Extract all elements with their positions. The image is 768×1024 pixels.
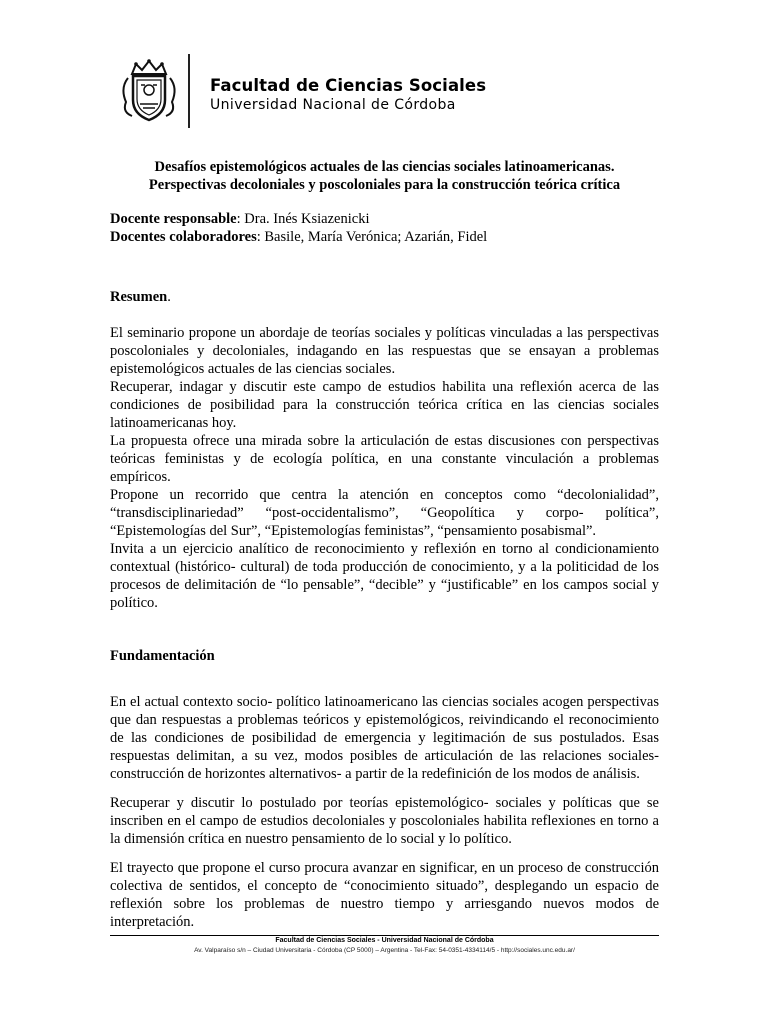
title-line-2: Perspectivas decoloniales y poscoloniales para la construcción teórica crítica <box>148 177 621 193</box>
faculty-name: Facultad de Ciencias Sociales <box>210 76 487 95</box>
lead-teacher-label: Docente responsable <box>110 211 237 227</box>
collaborating-teachers-value: : Basile, María Verónica; Azarián, Fidel <box>256 229 488 245</box>
fundamentacion-paragraph: Recuperar y discutir lo postulado por teorías epistemológico- sociales y políticas que se inscriben en el campo de estudios decoloniales y poscoloniales habilita reflexiones en torno a la dimensión crítica en nuestro pensamiento de lo social y lo político. <box>110 795 659 847</box>
staff-block <box>110 210 659 246</box>
fundamentacion-paragraph: En el actual contexto socio- político latinoamericano las ciencias sociales acogen perspectivas que dan respuestas a problemas teóricos y epistemológicos, reivindicando el reconocimiento de las condiciones de posibilidad de emergencia y legitimación de sus postulados. Esas respuestas delimitan, a su vez, modos posibles de articulación de las relaciones sociales- construcción de horizontes alternativos- a partir de la redefinición de los modos de análisis. <box>110 694 659 782</box>
resumen-paragraph: Invita a un ejercicio analítico de reconocimiento y reflexión en torno al condicionamiento contextual (histórico- cultural) de toda producción de conocimiento, y a la politicidad de los procesos de delimitación de “lo pensable”, “decible” y “justificable” en los campos social y político. <box>110 541 659 611</box>
document-title <box>110 158 659 194</box>
university-seal-icon <box>118 58 180 124</box>
resumen-heading-text: Resumen <box>110 289 168 305</box>
resumen-heading <box>110 288 659 306</box>
collaborating-teachers-label: Docentes colaboradores <box>110 229 257 245</box>
footer-divider <box>110 935 659 936</box>
collaborating-teachers <box>110 228 659 246</box>
fundamentacion-paragraph: El trayecto que propone el curso procura avanzar en significar, en un proceso de construcción colectiva de sentidos, el concepto de “conocimiento situado”, desplegando un espacio de reflexión sobre los problemas de nuestro tiempo y arriesgando nuevos modos de interpretación. <box>110 860 659 930</box>
fundamentacion-heading: Fundamentación <box>110 648 215 664</box>
resumen-paragraph: Propone un recorrido que centra la atención en conceptos como “decolonialidad”, “transdisciplinariedad” “post-occidentalismo”, “Geopolítica y corpo- política”, “Epistemologías del Sur”, “Epistemologías feministas”, “pensamiento posabismal”. <box>110 487 659 539</box>
title-line-1: Desafíos epistemológicos actuales de las ciencias sociales latinoamericanas. <box>154 159 615 175</box>
resumen-heading-period: . <box>167 289 171 305</box>
document-body <box>110 158 659 931</box>
lead-teacher-value: : Dra. Inés Ksiazenicki <box>236 211 370 227</box>
resumen-paragraph: Recuperar, indagar y discutir este campo de estudios habilita una reflexión acerca de las condiciones de posibilidad para la construcción teórica crítica en las ciencias sociales latinoamericanas hoy. <box>110 379 659 431</box>
footer-institution: Facultad de Ciencias Sociales - Universidad Nacional de Córdoba <box>275 937 494 944</box>
letterhead-divider <box>188 54 190 128</box>
university-name: Universidad Nacional de Córdoba <box>210 97 456 113</box>
footer-contact: Av. Valparaíso s/n – Ciudad Universitaria - Córdoba (CP 5000) – Argentina - Tel-Fax: 54-0351-4334114/5 - http://sociales.unc.edu.ar/ <box>194 947 575 954</box>
lead-teacher <box>110 210 659 228</box>
resumen-paragraph: La propuesta ofrece una mirada sobre la articulación de estas discusiones con perspectivas teóricas feministas y de ecología política, en una constante vinculación a problemas empíricos. <box>110 433 659 485</box>
resumen-paragraph: El seminario propone un abordaje de teorías sociales y políticas vinculadas a las perspectivas poscoloniales y decoloniales, indagando en las respuestas que se ensayan a problemas epistemológicos actuales de las ciencias sociales. <box>110 325 659 377</box>
letterhead <box>118 52 638 128</box>
